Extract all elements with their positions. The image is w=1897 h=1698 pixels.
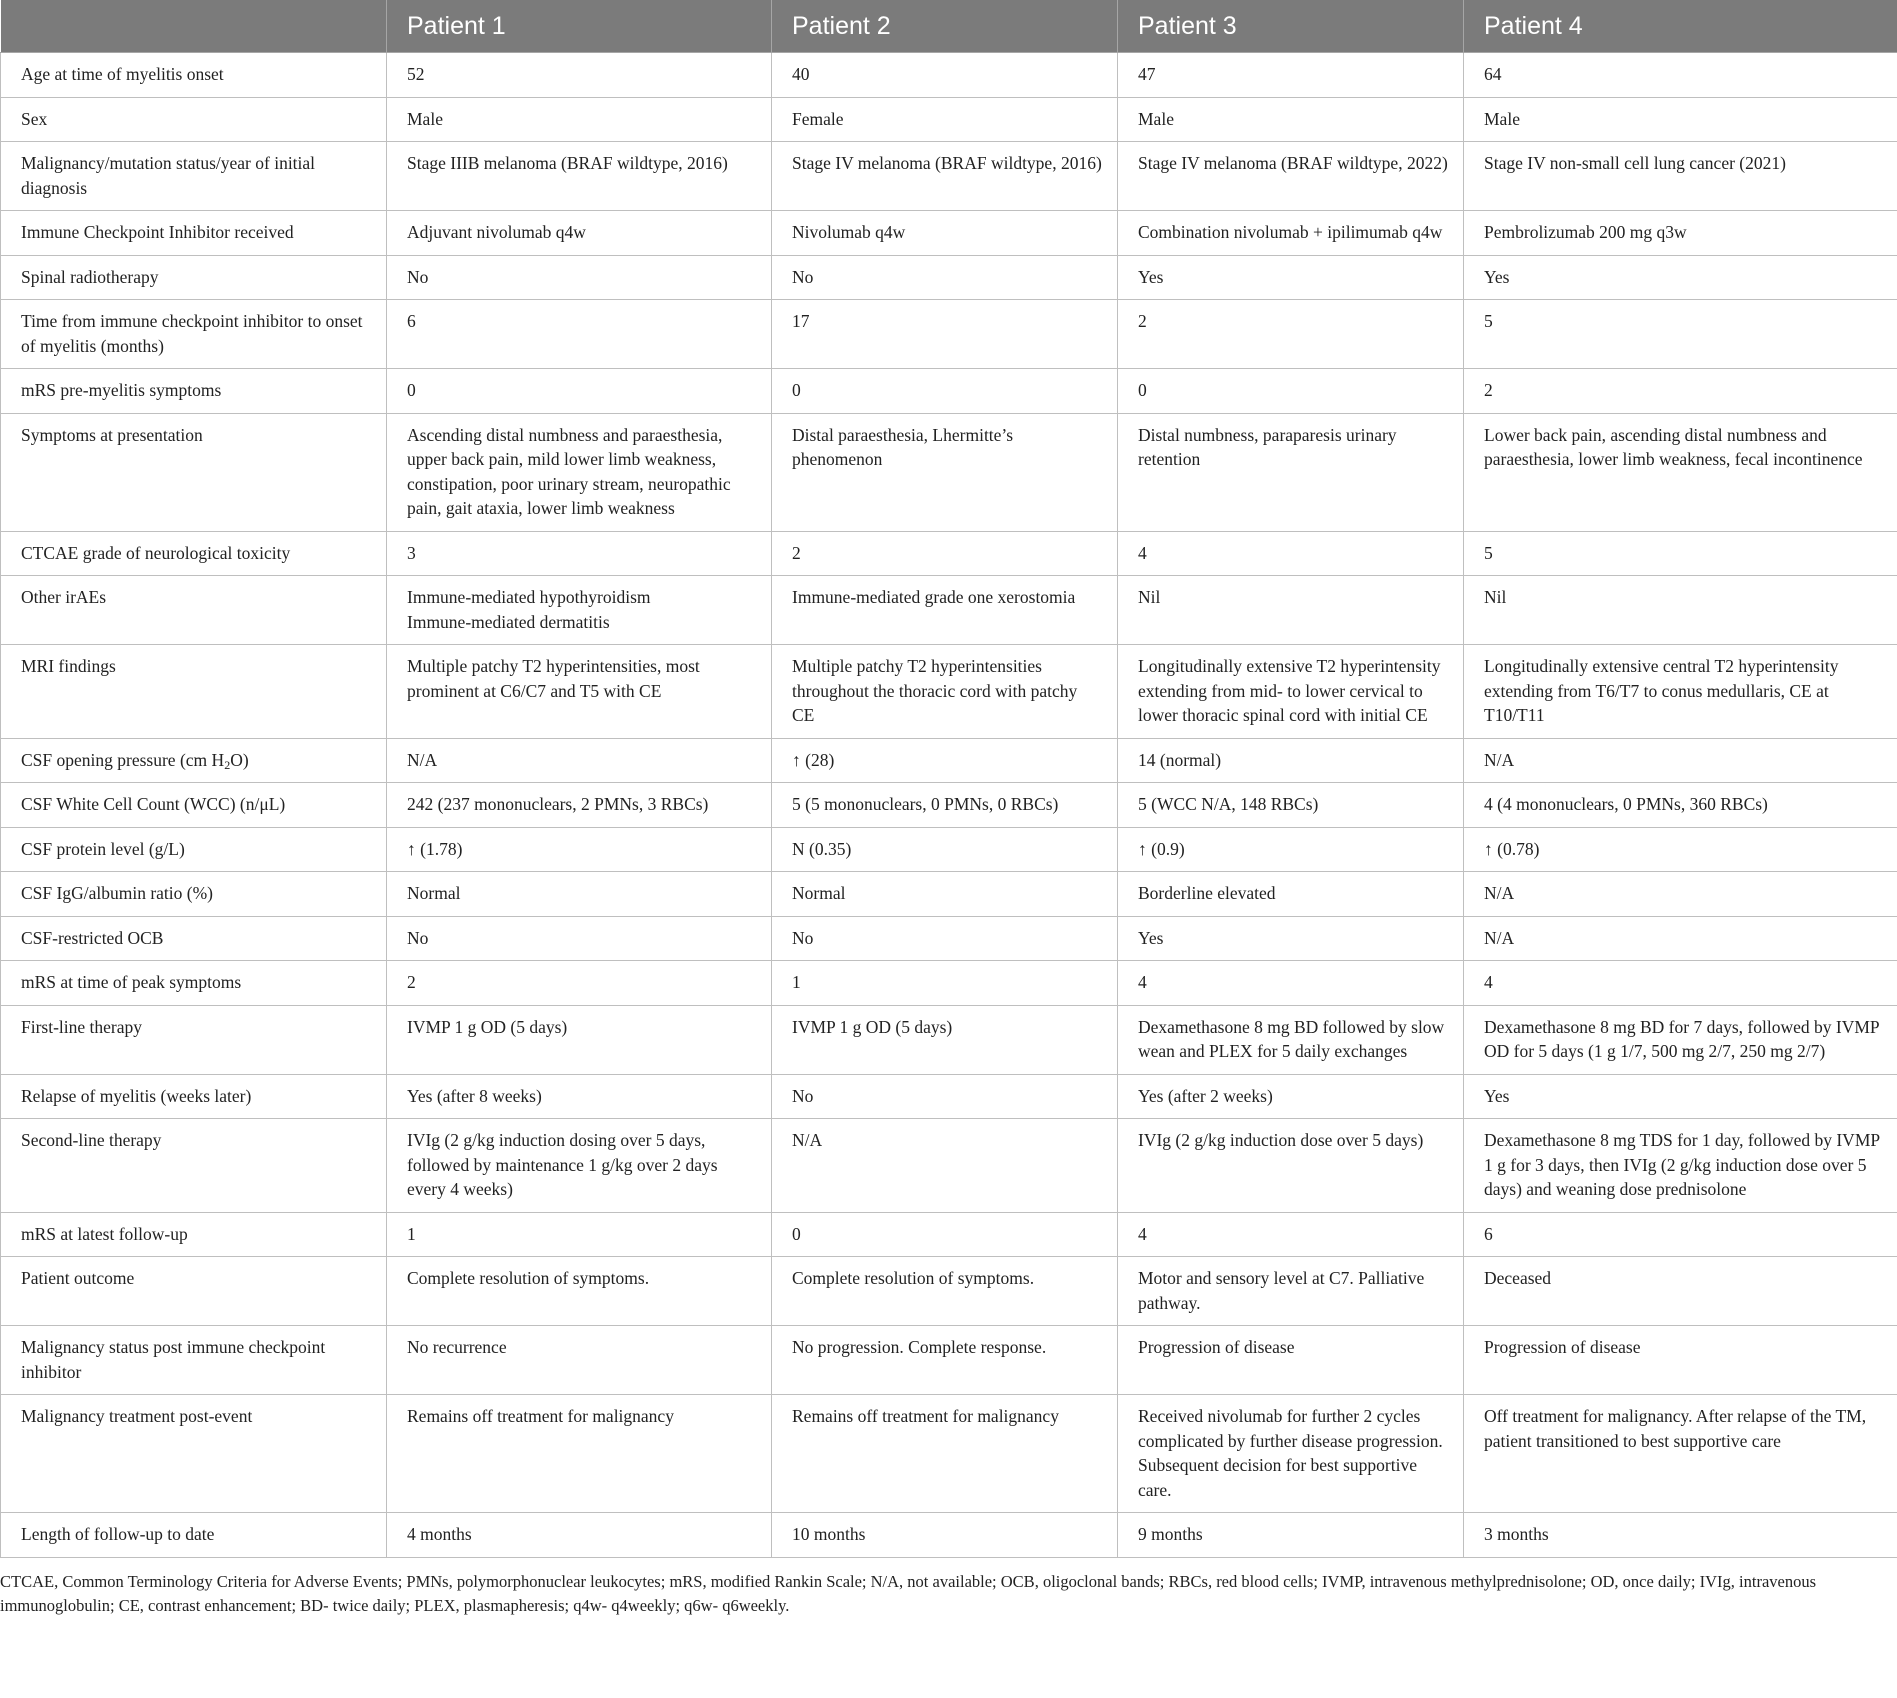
table-row [1,1005,1897,1074]
row-label: Immune Checkpoint Inhibitor received [1,211,387,256]
cell-patient-2: N (0.35) [772,827,1118,872]
cell-patient-3: Progression of disease [1118,1326,1464,1395]
table-row [1,1513,1897,1558]
cell-patient-2: 0 [772,1212,1118,1257]
row-label: Time from immune checkpoint inhibitor to onset of myelitis (months) [1,300,387,369]
row-label: Malignancy treatment post-event [1,1395,387,1513]
cell-patient-2: N/A [772,1119,1118,1213]
cell-patient-1: No [387,255,772,300]
row-label: Length of follow-up to date [1,1513,387,1558]
header-cell-patient-3: Patient 3 [1118,0,1464,53]
table-row [1,211,1897,256]
table-row [1,827,1897,872]
table-row [1,413,1897,531]
cell-patient-3: Nil [1118,576,1464,645]
cell-patient-2: Stage IV melanoma (BRAF wildtype, 2016) [772,142,1118,211]
row-label: Other irAEs [1,576,387,645]
cell-patient-3: Motor and sensory level at C7. Palliative pathway. [1118,1257,1464,1326]
row-label: CSF-restricted OCB [1,916,387,961]
header-cell-patient-1: Patient 1 [387,0,772,53]
header-cell-patient-2: Patient 2 [772,0,1118,53]
cell-patient-2: 1 [772,961,1118,1006]
cell-patient-2: Nivolumab q4w [772,211,1118,256]
cell-patient-3: Combination nivolumab + ipilimumab q4w [1118,211,1464,256]
cell-patient-3: 2 [1118,300,1464,369]
cell-patient-1: 3 [387,531,772,576]
cell-patient-4: 3 months [1464,1513,1897,1558]
table-body [1,53,1897,1558]
cell-patient-2: IVMP 1 g OD (5 days) [772,1005,1118,1074]
cell-patient-2: 17 [772,300,1118,369]
cell-patient-4: N/A [1464,738,1897,783]
cell-patient-1: Normal [387,872,772,917]
table-row [1,142,1897,211]
cell-patient-3: 4 [1118,961,1464,1006]
row-label: Second-line therapy [1,1119,387,1213]
row-label: CSF IgG/albumin ratio (%) [1,872,387,917]
row-label-subscript: 2 [224,757,231,772]
table-row [1,1257,1897,1326]
row-label: Malignancy/mutation status/year of initial diagnosis [1,142,387,211]
cell-patient-4: Yes [1464,255,1897,300]
row-label-text: O) [230,749,249,770]
cell-patient-2: 10 months [772,1513,1118,1558]
row-label-text: CSF opening pressure (cm H [21,749,225,770]
cell-patient-1: Adjuvant nivolumab q4w [387,211,772,256]
cell-patient-1: Male [387,97,772,142]
table-row [1,738,1897,783]
cell-patient-1: Stage IIIB melanoma (BRAF wildtype, 2016) [387,142,772,211]
table-row [1,645,1897,739]
cell-patient-2: Female [772,97,1118,142]
cell-patient-1: Multiple patchy T2 hyperintensities, most prominent at C6/C7 and T5 with CE [387,645,772,739]
cell-patient-4: N/A [1464,916,1897,961]
table-row [1,369,1897,414]
row-label: mRS at time of peak symptoms [1,961,387,1006]
cell-patient-3: Dexamethasone 8 mg BD followed by slow wean and PLEX for 5 daily exchanges [1118,1005,1464,1074]
cell-patient-4: 6 [1464,1212,1897,1257]
table-footnote: CTCAE, Common Terminology Criteria for Adverse Events; PMNs, polymorphonuclear leukocytes; mRS, modified Rankin Scale; N/A, not available; OCB, oligoclonal bands; RBCs, red blood cells; IVMP, intravenous methylprednisolone; OD, once daily; IVIg, intravenous immunoglobulin; CE, contrast enhancement; BD- twice daily; PLEX, plasmapheresis; q4w- q4weekly; q6w- q6weekly. [0,1571,1817,1615]
cell-patient-1: No [387,916,772,961]
cell-patient-3: Received nivolumab for further 2 cycles complicated by further disease progression. Subsequent decision for best supportive care. [1118,1395,1464,1513]
cell-patient-2: No progression. Complete response. [772,1326,1118,1395]
row-label: Relapse of myelitis (weeks later) [1,1074,387,1119]
cell-patient-3: Distal numbness, paraparesis urinary retention [1118,413,1464,531]
cell-patient-4: Off treatment for malignancy. After relapse of the TM, patient transitioned to best supportive care [1464,1395,1897,1513]
table-row [1,531,1897,576]
cell-patient-2: Multiple patchy T2 hyperintensities throughout the thoracic cord with patchy CE [772,645,1118,739]
cell-patient-3: IVIg (2 g/kg induction dose over 5 days) [1118,1119,1464,1213]
cell-patient-2: No [772,255,1118,300]
row-label: Age at time of myelitis onset [1,53,387,98]
table-row [1,872,1897,917]
cell-patient-4: ↑ (0.78) [1464,827,1897,872]
cell-patient-2: ↑ (28) [772,738,1118,783]
table-row [1,97,1897,142]
cell-patient-3: Longitudinally extensive T2 hyperintensity extending from mid- to lower cervical to lower thoracic spinal cord with initial CE [1118,645,1464,739]
cell-patient-2: Remains off treatment for malignancy [772,1395,1118,1513]
cell-patient-4: Longitudinally extensive central T2 hyperintensity extending from T6/T7 to conus medullaris, CE at T10/T11 [1464,645,1897,739]
row-label: MRI findings [1,645,387,739]
cell-patient-1: 4 months [387,1513,772,1558]
cell-patient-2: Complete resolution of symptoms. [772,1257,1118,1326]
row-label: Spinal radiotherapy [1,255,387,300]
cell-patient-3: 4 [1118,1212,1464,1257]
cell-patient-1: 0 [387,369,772,414]
table-row [1,300,1897,369]
table-row [1,916,1897,961]
cell-patient-4: Progression of disease [1464,1326,1897,1395]
cell-patient-4: Dexamethasone 8 mg BD for 7 days, followed by IVMP OD for 5 days (1 g 1/7, 500 mg 2/7, 250 mg 2/7) [1464,1005,1897,1074]
cell-patient-1: 1 [387,1212,772,1257]
cell-patient-2: Normal [772,872,1118,917]
cell-patient-3: 47 [1118,53,1464,98]
cell-patient-1: N/A [387,738,772,783]
table-row [1,783,1897,828]
cell-patient-4: Deceased [1464,1257,1897,1326]
row-label [1,738,387,783]
cell-patient-1: Complete resolution of symptoms. [387,1257,772,1326]
cell-patient-4: Lower back pain, ascending distal numbness and paraesthesia, lower limb weakness, fecal incontinence [1464,413,1897,531]
cell-patient-4: 64 [1464,53,1897,98]
cell-patient-1: 2 [387,961,772,1006]
table-row [1,1395,1897,1513]
cell-patient-3: 5 (WCC N/A, 148 RBCs) [1118,783,1464,828]
row-label: CTCAE grade of neurological toxicity [1,531,387,576]
row-label: CSF White Cell Count (WCC) (n/μL) [1,783,387,828]
row-label: Sex [1,97,387,142]
cell-patient-1: Ascending distal numbness and paraesthesia, upper back pain, mild lower limb weakness, constipation, poor urinary stream, neuropathic pain, gait ataxia, lower limb weakness [387,413,772,531]
cell-patient-3: Borderline elevated [1118,872,1464,917]
cell-patient-3: Stage IV melanoma (BRAF wildtype, 2022) [1118,142,1464,211]
table-row [1,255,1897,300]
cell-patient-1: Remains off treatment for malignancy [387,1395,772,1513]
cell-patient-1: 52 [387,53,772,98]
cell-patient-3: 0 [1118,369,1464,414]
header-row [1,0,1897,53]
cell-patient-4: Nil [1464,576,1897,645]
row-label: mRS at latest follow-up [1,1212,387,1257]
cell-patient-1: IVIg (2 g/kg induction dosing over 5 days, followed by maintenance 1 g/kg over 2 days every 4 weeks) [387,1119,772,1213]
cell-patient-2: No [772,1074,1118,1119]
cell-patient-4: Pembrolizumab 200 mg q3w [1464,211,1897,256]
cell-patient-1: No recurrence [387,1326,772,1395]
cell-patient-1: 242 (237 mononuclears, 2 PMNs, 3 RBCs) [387,783,772,828]
cell-patient-4: 4 [1464,961,1897,1006]
table-row [1,1074,1897,1119]
cell-patient-4: 5 [1464,531,1897,576]
row-label: First-line therapy [1,1005,387,1074]
cell-patient-2: 5 (5 mononuclears, 0 PMNs, 0 RBCs) [772,783,1118,828]
table-row [1,53,1897,98]
cell-patient-3: ↑ (0.9) [1118,827,1464,872]
cell-patient-3: 9 months [1118,1513,1464,1558]
cell-patient-2: 40 [772,53,1118,98]
row-label: Malignancy status post immune checkpoint inhibitor [1,1326,387,1395]
cell-patient-1: ↑ (1.78) [387,827,772,872]
row-label: Symptoms at presentation [1,413,387,531]
cell-patient-3: Yes [1118,916,1464,961]
cell-patient-3: Yes [1118,255,1464,300]
cell-patient-1: Immune-mediated hypothyroidism Immune-mediated dermatitis [387,576,772,645]
cell-patient-4: Yes [1464,1074,1897,1119]
cell-patient-2: Immune-mediated grade one xerostomia [772,576,1118,645]
cell-patient-4: 5 [1464,300,1897,369]
cell-patient-2: No [772,916,1118,961]
header-cell-patient-4: Patient 4 [1464,0,1897,53]
row-label: CSF protein level (g/L) [1,827,387,872]
cell-patient-4: 2 [1464,369,1897,414]
table-row [1,1326,1897,1395]
table-header [1,0,1897,53]
cell-patient-2: 2 [772,531,1118,576]
header-cell-empty [1,0,387,53]
table-row [1,1119,1897,1213]
cell-patient-1: 6 [387,300,772,369]
table-row [1,576,1897,645]
cell-patient-4: 4 (4 mononuclears, 0 PMNs, 360 RBCs) [1464,783,1897,828]
table-row [1,1212,1897,1257]
row-label: mRS pre-myelitis symptoms [1,369,387,414]
cell-patient-2: Distal paraesthesia, Lhermitte’s phenomenon [772,413,1118,531]
cell-patient-4: Dexamethasone 8 mg TDS for 1 day, followed by IVMP 1 g for 3 days, then IVIg (2 g/kg induction dose over 5 days) and weaning dose prednisolone [1464,1119,1897,1213]
cell-patient-4: N/A [1464,872,1897,917]
cell-patient-4: Male [1464,97,1897,142]
table-row [1,961,1897,1006]
cell-patient-4: Stage IV non-small cell lung cancer (2021) [1464,142,1897,211]
cell-patient-1: IVMP 1 g OD (5 days) [387,1005,772,1074]
cell-patient-3: 4 [1118,531,1464,576]
cell-patient-3: Yes (after 2 weeks) [1118,1074,1464,1119]
cell-patient-3: 14 (normal) [1118,738,1464,783]
cell-patient-3: Male [1118,97,1464,142]
cell-patient-2: 0 [772,369,1118,414]
row-label: Patient outcome [1,1257,387,1326]
cell-patient-1: Yes (after 8 weeks) [387,1074,772,1119]
